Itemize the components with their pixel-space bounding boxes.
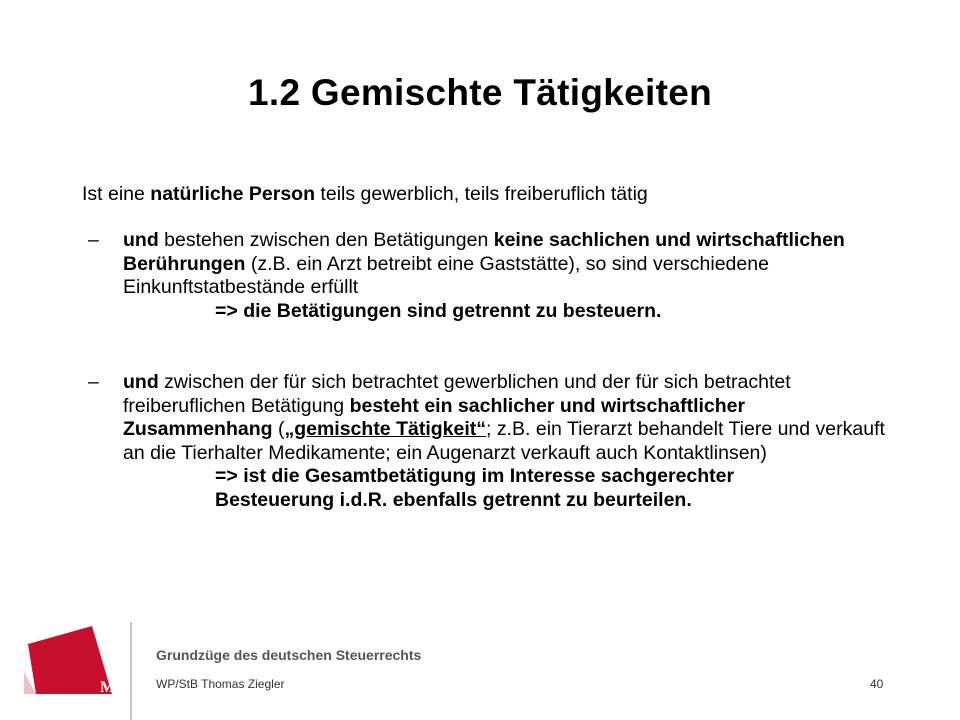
bullet-separate-activities <box>88 229 888 323</box>
bullet-dash: – <box>88 371 99 393</box>
bullet-bold-und: und <box>123 371 159 393</box>
term-gemischte-taetigkeit: „gemischte Tätigkeit“ <box>284 418 487 440</box>
bullet-conclusion-line-2: Besteuerung i.d.R. ebenfalls getrennt zu beurteilen. <box>215 488 692 511</box>
bullet-text: ( <box>272 418 285 440</box>
bullet-dash: – <box>88 229 99 251</box>
intro-bold: natürliche Person <box>150 183 316 205</box>
university-logo <box>20 626 120 696</box>
bullet-text: zwischen der für sich betrachtet gewerblichen und der für sich betrachtet freiberuflichen Betätigung <box>123 371 791 417</box>
intro-text-2: teils gewerblich, teils freiberuflich tätig <box>315 183 648 205</box>
bullet-body <box>123 371 888 512</box>
bullet-text: (z.B. ein Arzt betreibt eine Gaststätte), so sind verschiedene Einkunftstatbestände erfüllt <box>123 252 769 298</box>
bullet-conclusion-line-1: => ist die Gesamtbetätigung im Interesse sachgerechter <box>215 465 735 487</box>
page-number: 40 <box>870 677 884 691</box>
bullet-bold-emphasis: besteht ein sachlicher und wirtschaftlicher Zusammenhang <box>123 394 746 440</box>
bullet-body <box>123 229 888 323</box>
intro-sentence <box>82 183 648 206</box>
footer-divider <box>130 622 132 720</box>
bullet-text: ; z.B. ein Tierarzt behandelt Tiere und verkauft an die Tierhalter Medikamente; ein Augenarzt verkauft auch Kontaktlinsen) <box>123 418 885 464</box>
bullet-mixed-activity <box>88 371 888 512</box>
logo-letter: M <box>100 679 116 696</box>
footer-course-title: Grundzüge des deutschen Steuerrechts <box>156 647 422 663</box>
slide-title: 1.2 Gemischte Tätigkeiten <box>247 72 712 113</box>
bullet-bold-und: und <box>123 229 159 251</box>
footer-author: WP/StB Thomas Ziegler <box>156 677 285 691</box>
bullet-conclusion: => die Betätigungen sind getrennt zu besteuern. <box>215 299 662 322</box>
intro-text-1: Ist eine <box>82 183 151 205</box>
bullet-text: bestehen zwischen den Betätigungen <box>158 229 494 251</box>
bullet-bold-emphasis: keine sachlichen und wirtschaftlichen Berührungen <box>123 229 845 275</box>
